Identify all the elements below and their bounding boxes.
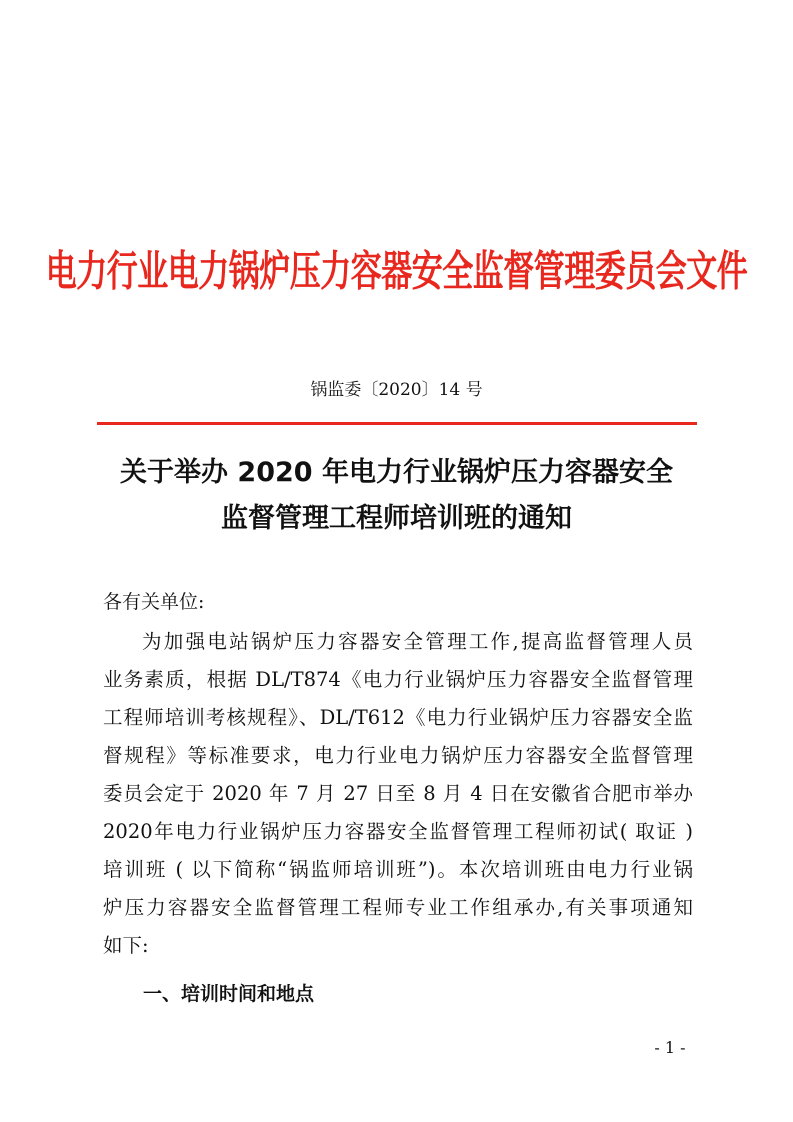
notice-title-line-2: 监督管理工程师培训班的通知 — [221, 503, 572, 534]
salutation: 各有关单位: — [103, 591, 205, 613]
body-line: 2020年电力行业锅炉压力容器安全监督管理工程师初试( 取证 ) — [103, 820, 693, 843]
body-line: 业务素质，根据 DL/T874《电力行业锅炉压力容器安全监督管理 — [103, 668, 693, 691]
body-line: 督规程》等标准要求，电力行业电力锅炉压力容器安全监督管理 — [103, 744, 693, 767]
section-heading: 一、培训时间和地点 — [143, 983, 315, 1005]
notice-title-line-1: 关于举办 2020 年电力行业锅炉压力容器安全 — [120, 457, 673, 488]
body-line: 工程师培训考核规程》、DL/T612《电力行业锅炉压力容器安全监 — [103, 706, 693, 729]
body-line: 培训班 ( 以下简称“锅监师培训班”)。本次培训班由电力行业锅 — [103, 858, 693, 881]
body-line: 委员会定于 2020 年 7 月 27 日至 8 月 4 日在安徽省合肥市举办 — [103, 782, 693, 805]
document-number: 锅监委〔2020〕14 号 — [310, 380, 483, 400]
page-number: - 1 - — [654, 1038, 686, 1057]
masthead-text: 电力行业电力锅炉压力容器安全监督管理委员会文件 — [45, 247, 748, 297]
body-line: 如下: — [103, 934, 149, 957]
red-divider-line — [97, 422, 697, 425]
body-line: 炉压力容器安全监督管理工程师专业工作组承办,有关事项通知 — [103, 896, 693, 919]
document-masthead — [0, 244, 793, 300]
body-line: 为加强电站锅炉压力容器安全管理工作,提高监督管理人员 — [142, 630, 693, 653]
